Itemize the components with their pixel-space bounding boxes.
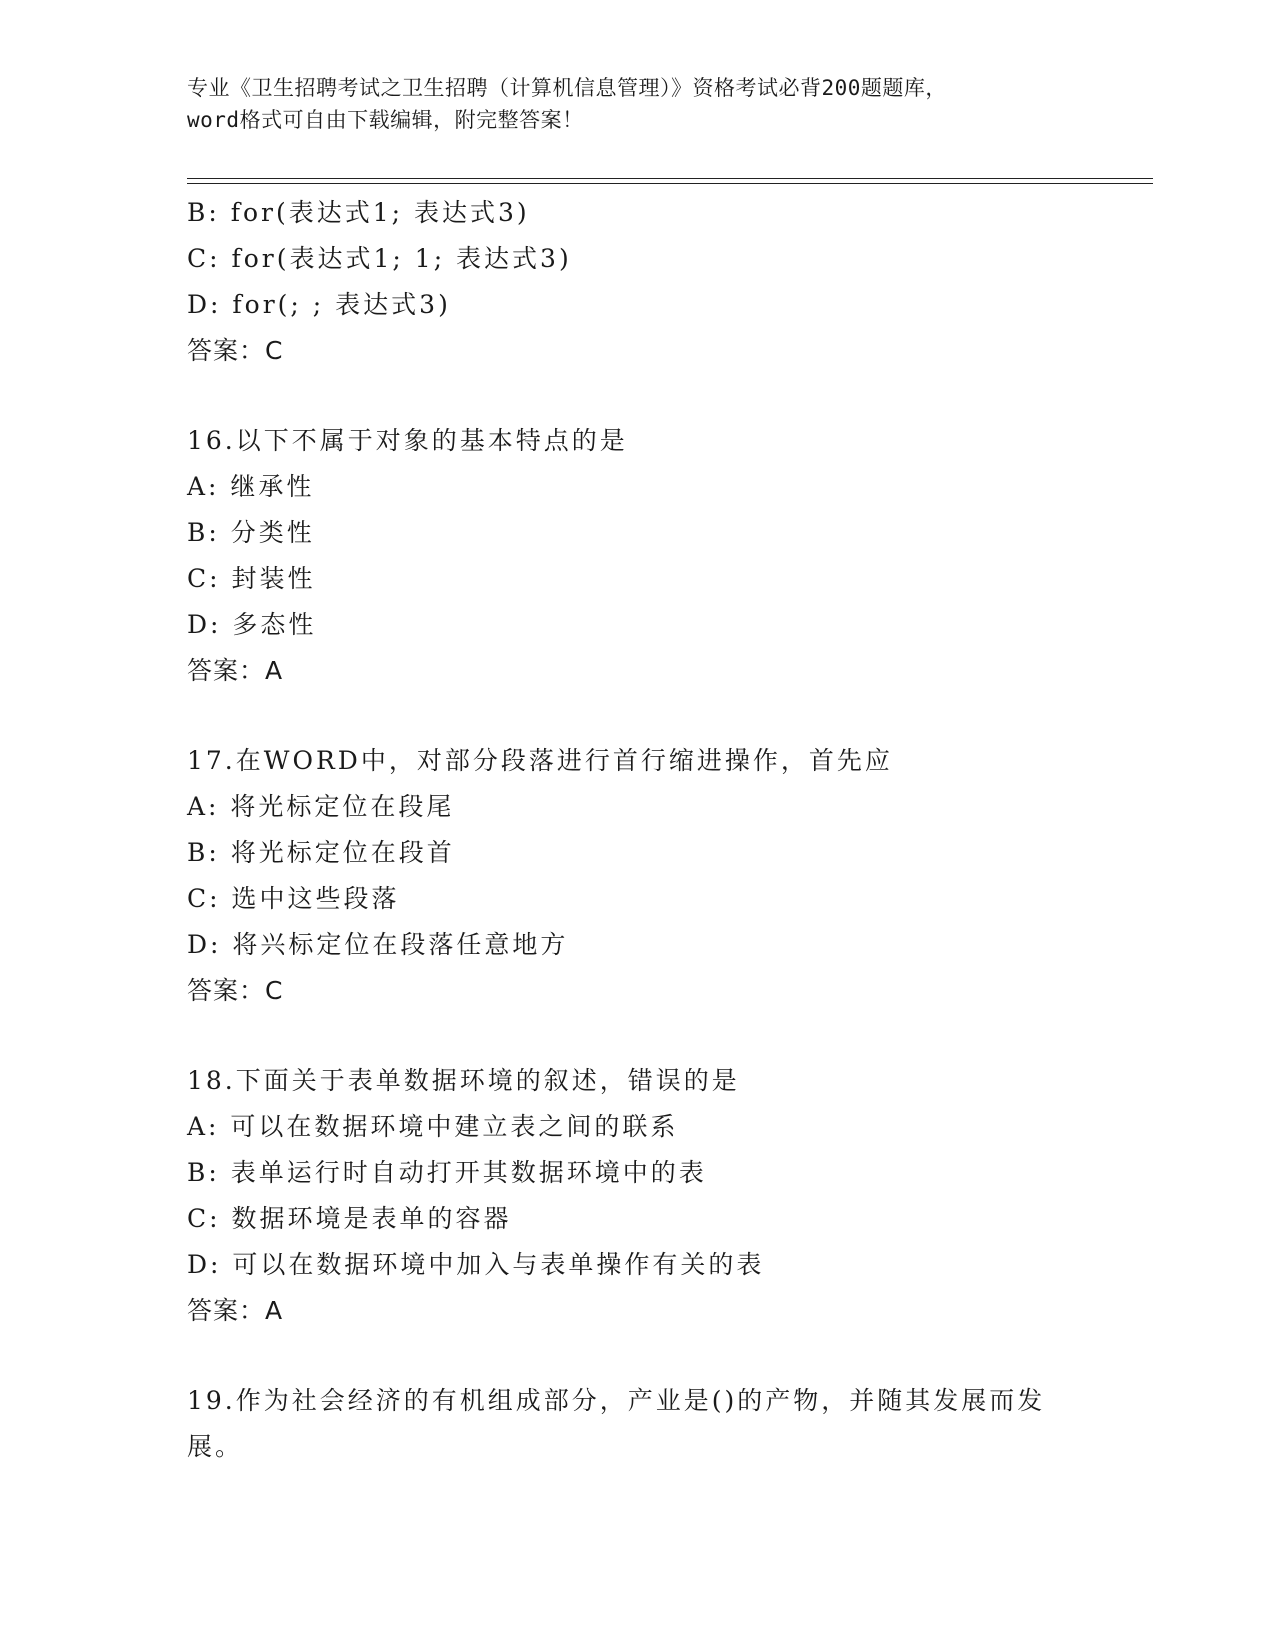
question-stem: 16.以下不属于对象的基本特点的是 [187, 426, 628, 455]
question-list [187, 190, 1153, 1470]
option-b: B: 将光标定位在段首 [187, 838, 455, 867]
option-d: D: 将兴标定位在段落任意地方 [187, 930, 569, 959]
option-a: A: 继承性 [187, 472, 315, 501]
option-d: D: for(; ; 表达式3) [187, 290, 451, 319]
option-b: B: for(表达式1; 表达式3) [187, 198, 530, 227]
option-c: C: 数据环境是表单的容器 [187, 1204, 512, 1233]
option-b: B: 分类性 [187, 518, 315, 547]
question-stem-line-1: 19.作为社会经济的有机组成部分，产业是()的产物，并随其发展而发 [187, 1386, 1046, 1415]
option-a: A: 可以在数据环境中建立表之间的联系 [187, 1112, 679, 1141]
header-divider-bottom [187, 183, 1153, 184]
option-c: C: 选中这些段落 [187, 884, 400, 913]
question-16 [187, 418, 1153, 694]
answer: 答案：A [187, 1296, 284, 1325]
option-d: D: 多态性 [187, 610, 317, 639]
question-stem: 18.下面关于表单数据环境的叙述，错误的是 [187, 1066, 740, 1095]
option-c: C: 封装性 [187, 564, 316, 593]
header-line-2: word格式可自由下载编辑，附完整答案！ [187, 108, 584, 132]
document-header [187, 72, 1087, 136]
question-19 [187, 1378, 1153, 1470]
answer: 答案：C [187, 336, 284, 365]
answer: 答案：A [187, 656, 284, 685]
question-stem: 17.在WORD中，对部分段落进行首行缩进操作，首先应 [187, 746, 893, 775]
header-line-1: 专业《卫生招聘考试之卫生招聘（计算机信息管理）》资格考试必背200题题库， [187, 76, 947, 100]
question-18 [187, 1058, 1153, 1334]
header-divider-top [187, 178, 1153, 179]
option-b: B: 表单运行时自动打开其数据环境中的表 [187, 1158, 707, 1187]
option-a: A: 将光标定位在段尾 [187, 792, 455, 821]
option-d: D: 可以在数据环境中加入与表单操作有关的表 [187, 1250, 765, 1279]
answer: 答案：C [187, 976, 284, 1005]
question-stem-line-2: 展。 [187, 1432, 244, 1461]
question-17 [187, 738, 1153, 1014]
option-c: C: for(表达式1; 1; 表达式3) [187, 244, 572, 273]
question-15-partial [187, 190, 1153, 374]
